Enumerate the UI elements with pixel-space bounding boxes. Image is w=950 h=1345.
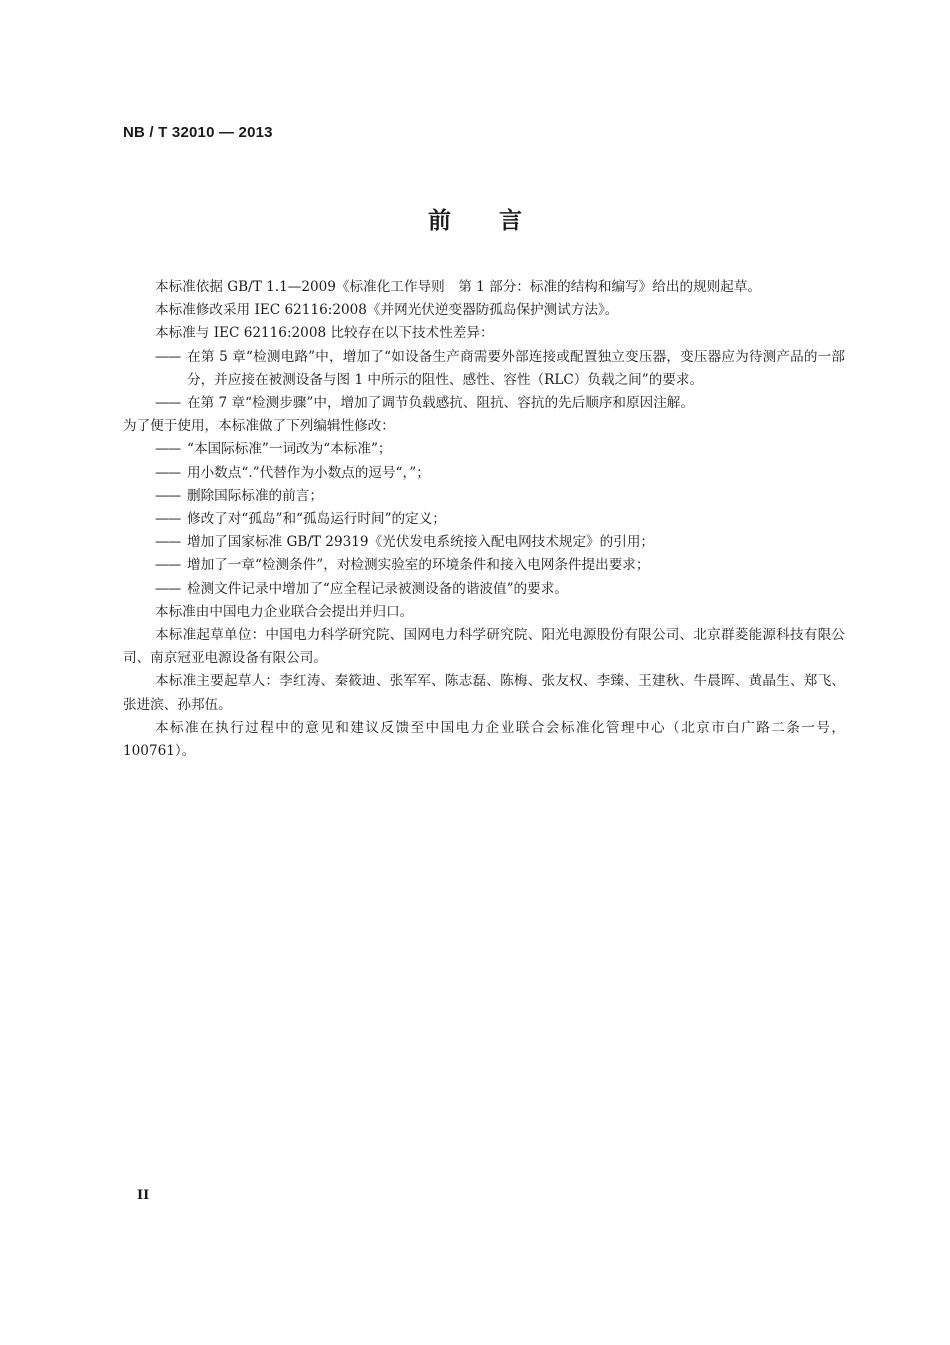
dash-mark: —— xyxy=(155,557,181,574)
editorial-item xyxy=(123,438,845,461)
tech-diff-text: 在第 5 章“检测电路”中，增加了“如设备生产商需要外部连接或配置独立变压器，变压器应为待测产品的一部分，并应接在被测设备与图 1 中所示的阻性、感性、容性（RLC）负载之间”的要求。 xyxy=(187,348,845,388)
dash-mark: —— xyxy=(155,441,181,458)
editorial-text: 用小数点“.”代替作为小数点的逗号“，”； xyxy=(187,464,430,481)
tech-diff-item xyxy=(123,392,845,415)
editorial-text: 增加了一章“检测条件”，对检测实验室的环境条件和接入电网条件提出要求； xyxy=(187,557,650,574)
dash-mark: —— xyxy=(155,534,181,551)
dash-mark: —— xyxy=(155,511,181,528)
document-body xyxy=(123,276,845,763)
editorial-text: “本国际标准”一词改为“本标准”； xyxy=(187,441,392,458)
paragraph-proposer: 本标准由中国电力企业联合会提出并归口。 xyxy=(155,603,414,620)
editorial-item xyxy=(123,554,845,577)
dash-mark: —— xyxy=(155,580,181,597)
standard-code: NB / T 32010 — 2013 xyxy=(123,124,273,141)
dash-mark: —— xyxy=(155,464,181,481)
tech-diff-item xyxy=(123,346,845,392)
paragraph-drafting-units: 本标准起草单位：中国电力科学研究院、国网电力科学研究院、阳光电源股份有限公司、北京群菱能源科技有限公司、南京冠亚电源设备有限公司。 xyxy=(123,627,845,667)
paragraph-tech-diff-intro: 本标准与 IEC 62116:2008 比较存在以下技术性差异： xyxy=(155,325,494,342)
dash-mark: —— xyxy=(155,395,181,412)
dash-mark: —— xyxy=(155,348,181,365)
page-title: 前言 xyxy=(428,208,570,234)
paragraph-editorial-intro: 为了便于使用，本标准做了下列编辑性修改： xyxy=(123,418,395,435)
editorial-item xyxy=(123,578,845,601)
editorial-text: 增加了国家标准 GB/T 29319《光伏发电系统接入配电网技术规定》的引用； xyxy=(187,534,655,551)
paragraph-feedback: 本标准在执行过程中的意见和建议反馈至中国电力企业联合会标准化管理中心（北京市白广路二条一号，100761）。 xyxy=(123,719,845,760)
page-number: II xyxy=(137,1188,150,1203)
dash-mark: —— xyxy=(155,487,181,504)
paragraph-basis: 本标准依据 GB/T 1.1—2009《标准化工作导则 第 1 部分：标准的结构和编写》给出的规则起草。 xyxy=(155,279,762,295)
editorial-item xyxy=(123,508,845,531)
editorial-text: 检测文件记录中增加了“应全程记录被测设备的谐波值”的要求。 xyxy=(187,580,568,597)
paragraph-drafters: 本标准主要起草人：李红涛、秦筱迪、张军军、陈志磊、陈梅、张友权、李臻、王建秋、牛晨晖、黄晶生、郑飞、张进滨、孙邦伍。 xyxy=(123,673,845,713)
editorial-item xyxy=(123,485,845,508)
tech-diff-text: 在第 7 章“检测步骤”中，增加了调节负载感抗、阻抗、容抗的先后顺序和原因注解。 xyxy=(187,395,694,412)
paragraph-adoption: 本标准修改采用 IEC 62116:2008《并网光伏逆变器防孤岛保护测试方法》。 xyxy=(155,302,619,319)
editorial-item xyxy=(123,462,845,485)
editorial-text: 修改了对“孤岛”和“孤岛运行时间”的定义； xyxy=(187,511,446,528)
editorial-item xyxy=(123,531,845,554)
editorial-text: 删除国际标准的前言； xyxy=(187,487,323,504)
